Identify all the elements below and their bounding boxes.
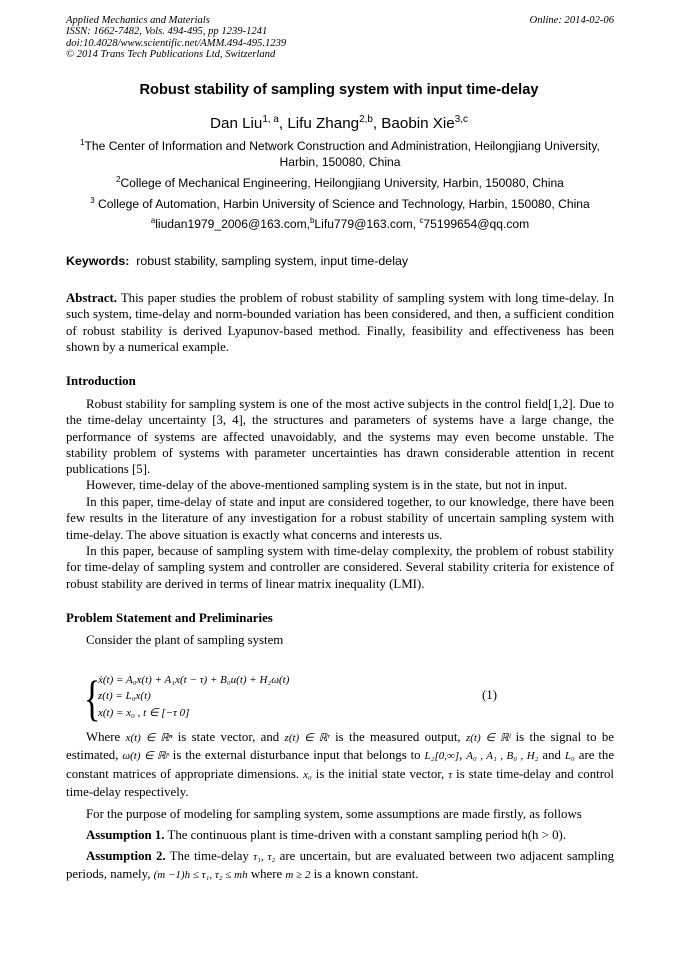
assumption-2-label: Assumption 2.	[86, 849, 166, 863]
online-date: Online: 2014-02-06	[529, 15, 614, 26]
author-1-sup: 1, a	[262, 113, 279, 125]
where-text-7: and	[538, 748, 565, 763]
equation-line-3: x(t) = x₀ , t ∈ [−τ 0]	[98, 706, 190, 719]
assumption-2-math-1: τ₁, τ₂	[253, 851, 276, 863]
where-paragraph	[66, 729, 614, 801]
introduction-heading: Introduction	[66, 374, 136, 388]
affiliation-1-text: The Center of Information and Network Construction and Administration, Heilongjiang University, Harbin, 150080, China	[84, 139, 600, 170]
intro-paragraph-3: In this paper, time-delay of state and input are considered together, to our knowledge, there have been few results in the literature of any investigation for a robust stability of uncertain sampling system with time-delay. The above situation is exactly what concerns and interests us.	[66, 495, 614, 542]
problem-heading: Problem Statement and Preliminaries	[66, 611, 273, 625]
author-3-sup: 3,c	[454, 113, 468, 125]
journal-name: Applied Mechanics and Materials	[66, 15, 210, 26]
where-math-6: A₀ , A₁ , B₀ , H₂	[466, 750, 539, 763]
affiliation-3	[66, 196, 614, 212]
affiliation-2-sup: 2	[116, 174, 121, 184]
where-text-9: is the initial state vector,	[311, 766, 449, 781]
journal-doi: doi:10.4028/www.scientific.net/AMM.494-495.1239	[66, 37, 287, 49]
assumption-2-text-1: The time-delay	[165, 849, 254, 863]
email-line	[66, 216, 614, 232]
where-math-9: τ	[448, 768, 453, 781]
assumption-2-text-3: where	[247, 867, 286, 882]
affiliation-2	[66, 175, 614, 191]
email-c-sup: c	[419, 215, 424, 225]
journal-header	[66, 15, 286, 60]
assumption-2-math-3: m ≥ 2	[285, 869, 311, 882]
assumption-2-text-2: are uncertain, but are evaluated between two adjacent sampling periods, namely,	[66, 849, 614, 882]
equation-line-2: z(t) = L₀x(t)	[98, 690, 151, 703]
where-math-1: x(t) ∈ ℝⁿ	[125, 732, 173, 744]
email-b: Lifu779@163.com,	[314, 217, 420, 231]
problem-paragraph-1: Consider the plant of sampling system	[86, 633, 284, 647]
where-math-7: L₀	[564, 750, 575, 763]
abstract-text: This paper studies the problem of robust stability of sampling system with long time-delay. In such system, time-delay and norm-bounded variation has been considered, and then, a sufficient condition of robust stability is derived Lyapunov-based method. Finally, feasibility and effectiveness has been shown by a numerical example.	[66, 291, 614, 354]
keywords-label: Keywords:	[66, 254, 130, 268]
where-math-3: z(t) ∈ ℝˡ	[465, 732, 511, 744]
email-b-sup: b	[310, 215, 315, 225]
affiliation-3-sup: 3	[90, 195, 95, 205]
author-3: Baobin Xie	[381, 115, 455, 132]
email-c: 75199654@qq.com	[423, 217, 530, 231]
where-math-5: L₂[0,∞]	[424, 750, 460, 763]
abstract	[66, 290, 614, 355]
journal-copyright: © 2014 Trans Tech Publications Ltd, Switzerland	[66, 48, 276, 60]
problem-paragraph-3: For the purpose of modeling for sampling system, some assumptions are made firstly, as follows	[86, 807, 582, 821]
assumption-1-label: Assumption 1.	[86, 828, 165, 842]
equation-system	[92, 672, 289, 721]
keywords	[66, 254, 408, 268]
affiliation-1-sup: 1	[80, 137, 85, 147]
affiliation-1	[66, 138, 614, 170]
intro-paragraph-4: In this paper, because of sampling system with time-delay complexity, the problem of robust stability for time-delay of sampling system and controller are considered. Several stability criteria for existence of robust stability are derived in terms of linear matrix inequality (LMI).	[66, 544, 614, 591]
where-math-2: z(t) ∈ ℝʳ	[284, 732, 330, 744]
intro-paragraph-2: However, time-delay of the above-mentioned sampling system is in the state, but not in input.	[86, 478, 568, 492]
where-math-8: x₀	[303, 768, 312, 781]
assumption-2	[66, 848, 614, 885]
abstract-label: Abstract.	[66, 291, 118, 305]
where-text-10: is state time-delay and control time-delay respectively.	[66, 766, 614, 799]
where-text-1: Where	[86, 730, 126, 744]
equation-line-1: ẋ(t) = A₀x(t) + A₁x(t − τ) + B₀u(t) + H₂ω(t)	[98, 674, 290, 686]
where-text-3: is the measured output,	[329, 730, 466, 744]
where-text-5: is the external disturbance input that belongs to	[168, 748, 425, 763]
where-text-6: ,	[459, 748, 467, 763]
author-2: Lifu Zhang	[287, 115, 360, 132]
author-1: Dan Liu	[210, 115, 263, 132]
assumption-1	[66, 827, 614, 843]
paper-title: Robust stability of sampling system with input time-delay	[139, 82, 539, 98]
author-line: Dan Liu$^{1, a}$, Lifu Zhang$^{2,b}$, Baobin Xie$^{3,c}$	[210, 113, 468, 132]
assumption-2-math-2: (m −1)h ≤ τ₁, τ₂ ≤ mh	[153, 869, 248, 882]
affiliation-2-text: College of Mechanical Engineering, Heilongjiang University, Harbin, 150080, China	[120, 176, 564, 190]
where-text-2: is state vector, and	[172, 730, 285, 744]
assumption-1-text: The continuous plant is time-driven with a constant sampling period h(h > 0).	[164, 828, 567, 842]
journal-issn: ISSN: 1662-7482, Vols. 494-495, pp 1239-1241	[66, 26, 268, 38]
where-text-4: is the signal to be estimated,	[66, 730, 615, 763]
keywords-text: robust stability, sampling system, input time-delay	[136, 254, 409, 268]
equation-number: (1)	[482, 688, 497, 702]
assumption-2-text-4: is a known constant.	[310, 867, 419, 882]
affiliation-3-text: College of Automation, Harbin University of Science and Technology, Harbin, 150080, China	[98, 197, 590, 211]
email-a-sup: a	[150, 215, 156, 225]
author-2-sup: 2,b	[359, 113, 373, 125]
email-a: liudan1979_2006@163.com,	[155, 217, 311, 231]
where-text-8: are the constant matrices of appropriate dimensions.	[66, 748, 615, 781]
where-math-4: ω(t) ∈ ℝᵖ	[122, 750, 169, 763]
equation-brace: {	[84, 673, 101, 727]
intro-paragraph-1: Robust stability for sampling system is one of the most active subjects in the control field[1,2]. Due to the time-delay uncertainty [3, 4], the structures and parameters of systems have a large change, the performance of systems are affected unavoidably, and the systems may even become unstable. The stability problem of systems with parameter uncertainties has drawn considerable attention in recent publications [5].	[66, 397, 614, 476]
